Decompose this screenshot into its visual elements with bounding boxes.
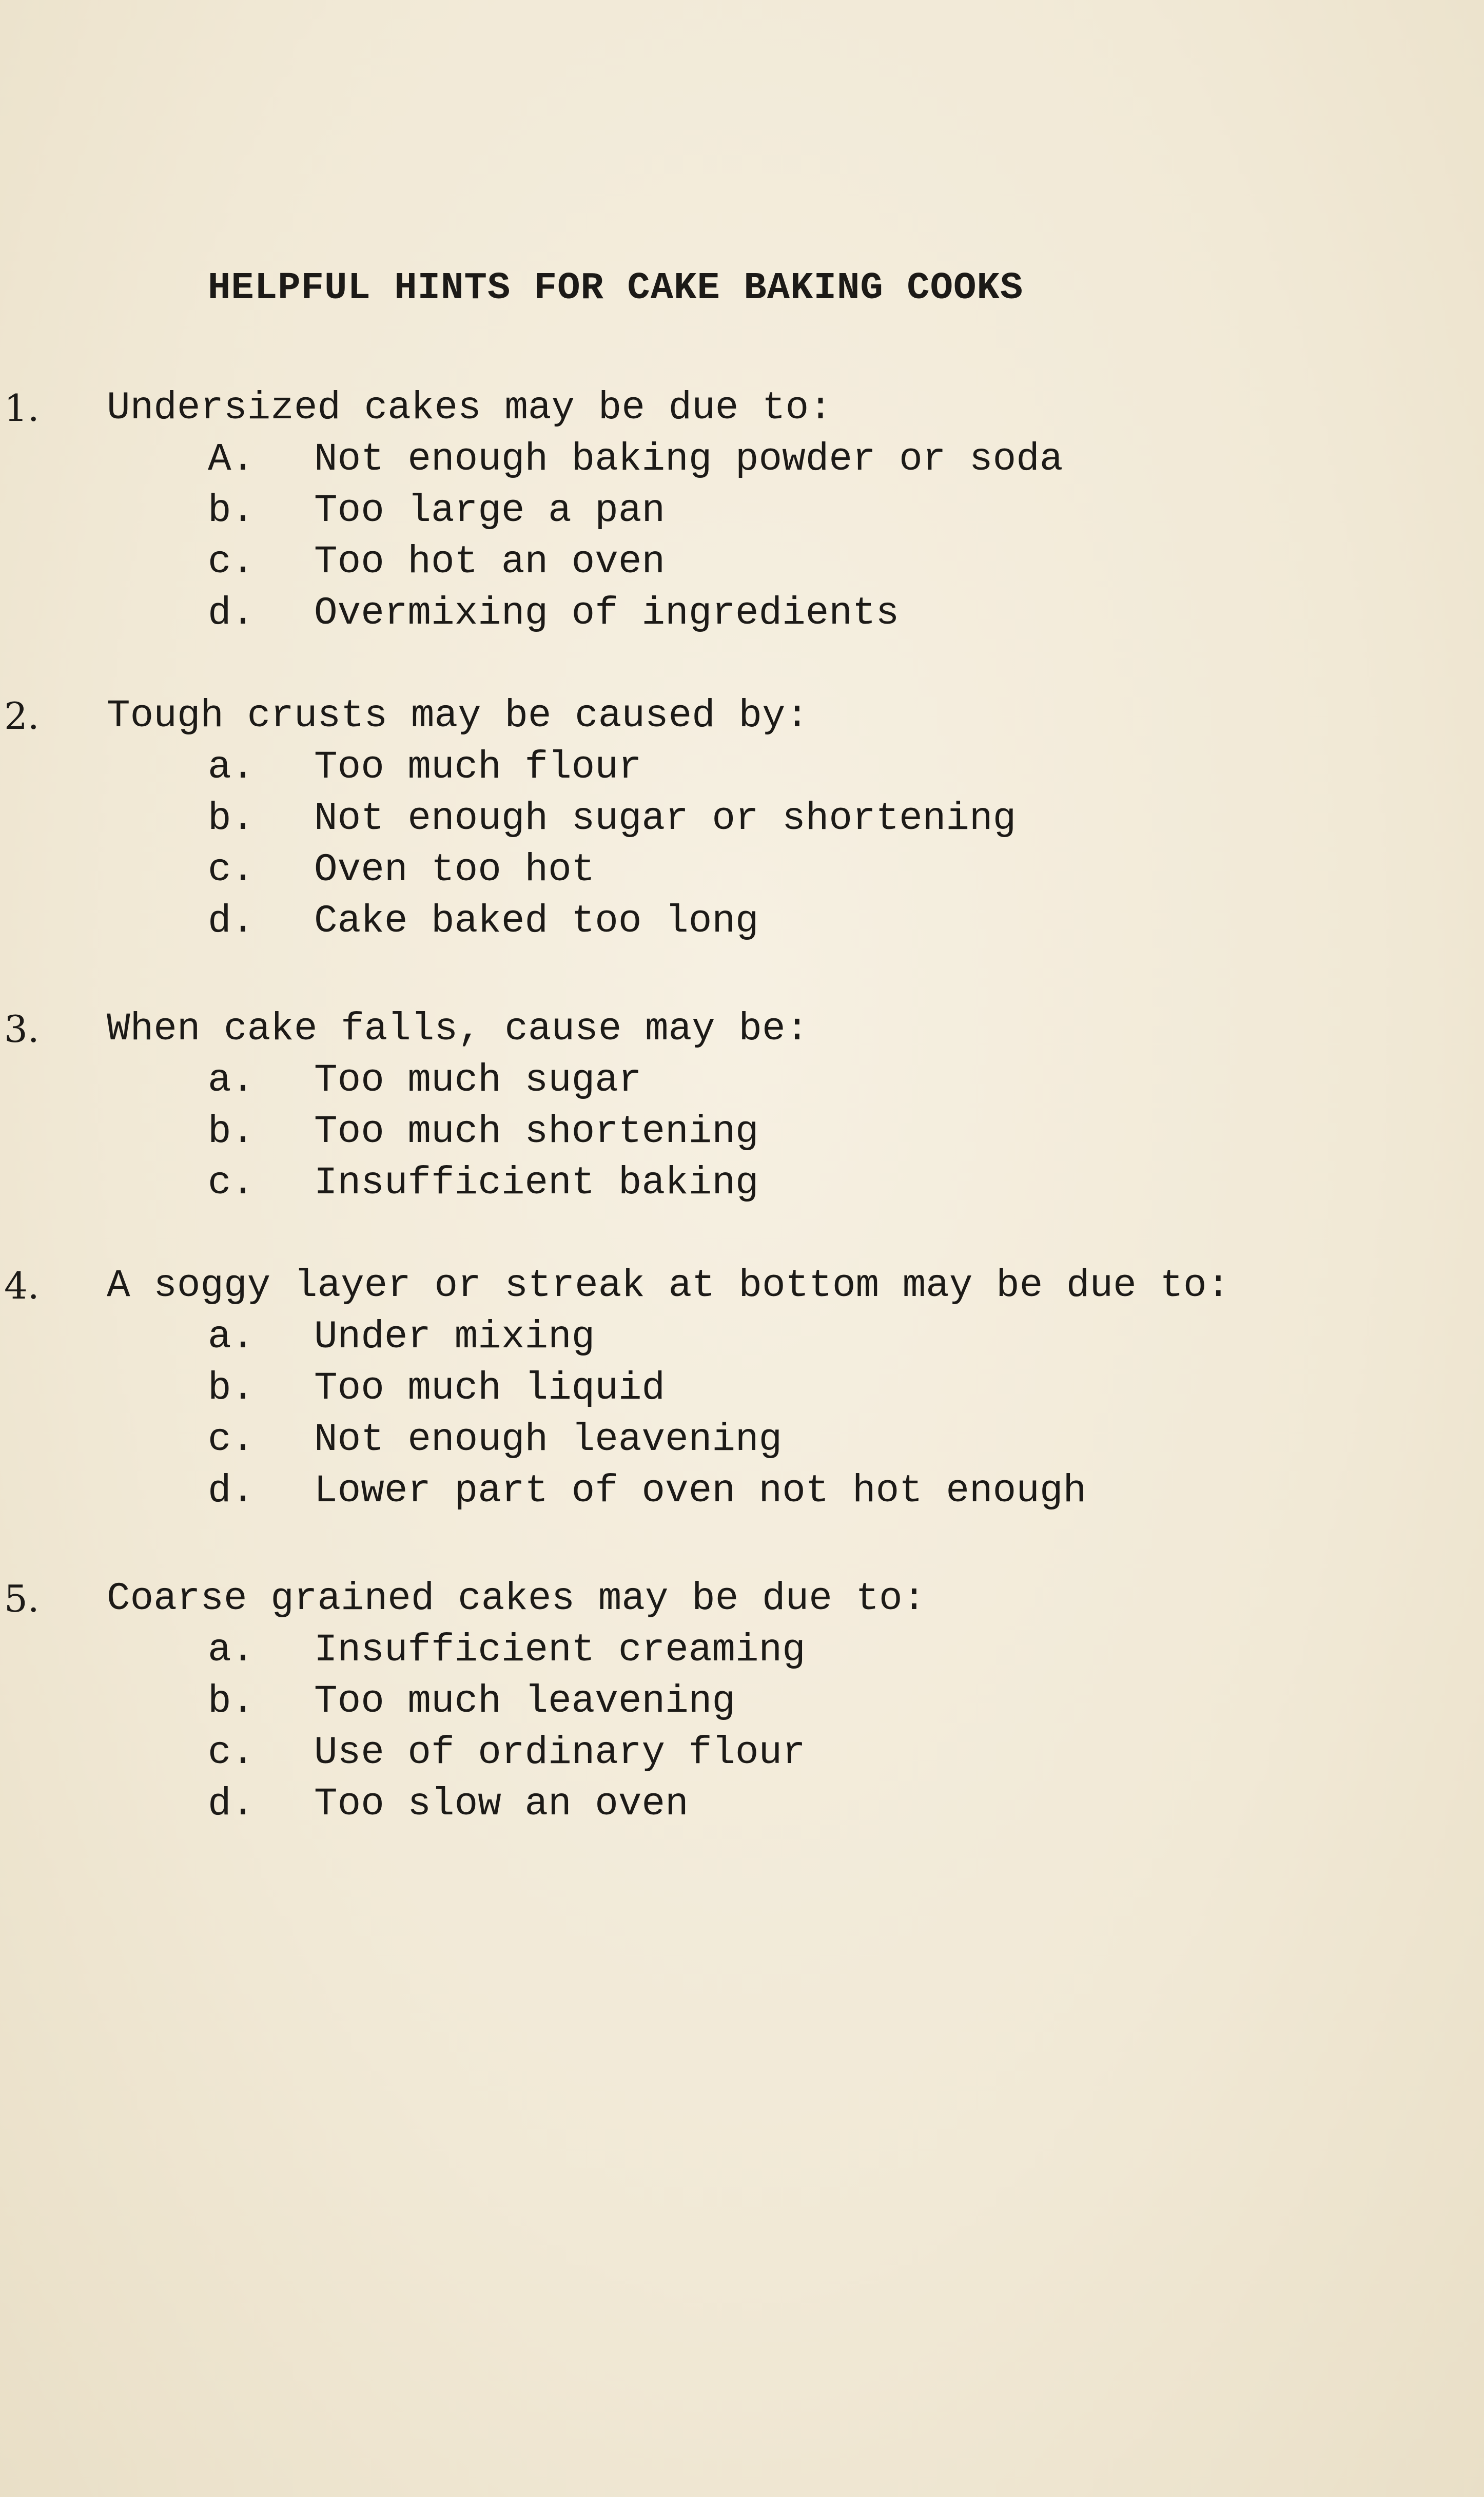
item-letter: a. — [208, 1058, 255, 1102]
item-letter: b. — [208, 489, 255, 533]
item-letter: b. — [208, 1366, 255, 1410]
section-number: 1. — [4, 386, 40, 430]
item-letter: b. — [208, 1679, 255, 1724]
page-title: HELPFUL HINTS FOR CAKE BAKING COOKS — [208, 267, 1024, 310]
item-text: Insufficient baking — [314, 1161, 759, 1205]
item-text: Insufficient creaming — [314, 1628, 806, 1672]
section-number: 3. — [4, 1008, 40, 1051]
item-text: Lower part of oven not hot enough — [314, 1469, 1087, 1513]
section-heading: When cake falls, cause may be: — [107, 1007, 809, 1051]
item-letter: c. — [208, 1731, 255, 1775]
section-heading: Tough crusts may be caused by: — [107, 694, 809, 738]
item-letter: d. — [208, 899, 255, 943]
item-letter: b. — [208, 1110, 255, 1154]
item-letter: c. — [208, 1161, 255, 1205]
item-text: Too much liquid — [314, 1366, 666, 1410]
item-text: Too much shortening — [314, 1110, 759, 1154]
item-text: Not enough leavening — [314, 1418, 783, 1462]
section-heading: Undersized cakes may be due to: — [107, 386, 832, 430]
item-letter: d. — [208, 591, 255, 635]
item-letter: a. — [208, 745, 255, 789]
item-text: Too much leavening — [314, 1679, 735, 1724]
section-number: 2. — [4, 694, 40, 738]
item-text: Not enough baking powder or soda — [314, 437, 1063, 481]
item-text: Overmixing of ingredients — [314, 591, 900, 635]
item-letter: a. — [208, 1628, 255, 1672]
item-text: Not enough sugar or shortening — [314, 797, 1017, 841]
item-text: Use of ordinary flour — [314, 1731, 806, 1775]
item-letter: c. — [208, 1418, 255, 1462]
item-text: Under mixing — [314, 1315, 595, 1359]
item-letter: A. — [208, 437, 255, 481]
item-letter: a. — [208, 1315, 255, 1359]
item-letter: d. — [208, 1782, 255, 1826]
section-number: 5. — [4, 1577, 40, 1620]
item-text: Cake baked too long — [314, 899, 759, 943]
item-text: Too much sugar — [314, 1058, 642, 1102]
item-letter: c. — [208, 848, 255, 892]
item-text: Too slow an oven — [314, 1782, 689, 1826]
section-number: 4. — [4, 1264, 40, 1307]
item-letter: b. — [208, 797, 255, 841]
item-text: Oven too hot — [314, 848, 595, 892]
section-heading: A soggy layer or streak at bottom may be due to: — [107, 1264, 1231, 1308]
item-text: Too much flour — [314, 745, 642, 789]
item-text: Too hot an oven — [314, 540, 666, 584]
item-letter: c. — [208, 540, 255, 584]
item-text: Too large a pan — [314, 489, 666, 533]
section-heading: Coarse grained cakes may be due to: — [107, 1577, 926, 1621]
item-letter: d. — [208, 1469, 255, 1513]
